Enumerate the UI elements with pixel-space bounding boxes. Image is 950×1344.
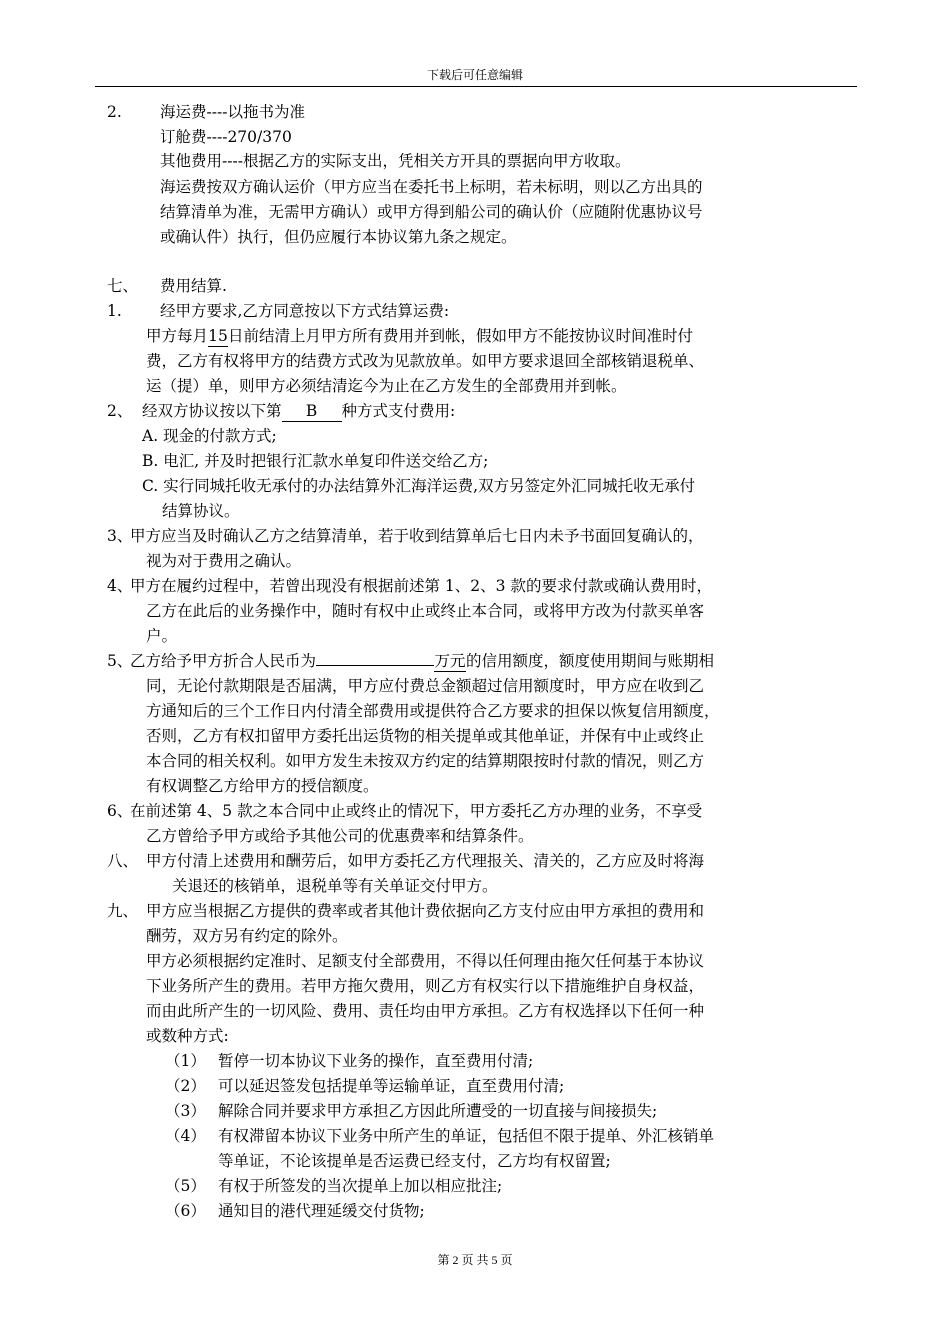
section-2-number: 2. (107, 103, 122, 121)
item-6-line: 在前述第 4、5 款之本合同中止或终止的情况下，甲方委托乙方办理的业务，不享受 (130, 802, 703, 820)
item-1-line: 运（提）单，则甲方必须结清迄今为止在乙方发生的全部费用并到帐。 (146, 377, 627, 395)
item-3-line: 视为对于费用之确认。 (146, 552, 302, 570)
item-5-line: 方通知后的三个工作日内付清全部费用或提供符合乙方要求的担保以恢复信用额度， (146, 702, 720, 720)
item-4-line: 户。 (146, 627, 178, 645)
measure-number: （5） (165, 1177, 206, 1195)
section-9-line: 甲方必须根据约定准时、足额支付全部费用，不得以任何理由拖欠任何基于本协议 (146, 952, 705, 970)
item-6-number: 6、 (107, 802, 133, 820)
item-3-line: 甲方应当及时确认乙方之结算清单，若于收到结算单后七日内未予书面回复确认的， (130, 527, 704, 545)
item-5-line: 同，无论付款期限是否届满，甲方应付费总金额超过信用额度时，甲方应在收到乙 (146, 677, 705, 695)
item-3-number: 3、 (107, 527, 133, 545)
measure-number: （6） (165, 1202, 206, 1220)
payment-option: 结算协议。 (162, 502, 240, 520)
section-7-number: 七、 (107, 277, 139, 295)
item-1-intro: 经甲方要求,乙方同意按以下方式结算运费: (160, 302, 450, 320)
header-divider (95, 86, 857, 87)
item-2-line (142, 400, 455, 422)
section-9-line: 或数种方式: (146, 1027, 229, 1045)
section-9-line: 而由此所产生的一切风险、费用、责任均由甲方承担。乙方有权选择以下任何一种 (146, 1002, 705, 1020)
section-2-line: 或确认件）执行，但仍应履行本协议第九条之规定。 (160, 228, 517, 246)
section-9-line: 下业务所产生的费用。若甲方拖欠费用，则乙方有权实行以下措施维护自身权益， (146, 977, 705, 995)
measure-number: （3） (165, 1102, 206, 1120)
item-2-post: 种方式支付费用: (341, 402, 456, 420)
section-9-line: 甲方应当根据乙方提供的费率或者其他计费依据向乙方支付应由甲方承担的费用和 (146, 902, 705, 920)
item-5-post: 的信用额度，额度使用期间与账期相 (466, 652, 715, 670)
measure-number: （2） (165, 1077, 206, 1095)
measure-text: 解除合同并要求甲方承担乙方因此所遭受的一切直接与间接损失; (218, 1102, 658, 1120)
item-5-pre: 乙方给予甲方折合人民币为 (130, 652, 317, 670)
item-4-line: 甲方在履约过程中，若曾出现没有根据前述第 1、2、3 款的要求付款或确认费用时， (130, 577, 712, 595)
item-1-number: 1. (107, 302, 122, 320)
measure-text: 可以延迟签发包括提单等运输单证，直至费用付清; (218, 1077, 565, 1095)
item-4-line: 乙方在此后的业务操作中，随时有权中止或终止本合同，或将甲方改为付款买单客 (146, 602, 705, 620)
section-2-line: 其他费用----根据乙方的实际支出，凭相关方开具的票据向甲方收取。 (160, 152, 631, 170)
payment-method-blank: B (282, 401, 342, 422)
measure-number: （4） (165, 1127, 206, 1145)
item-5-line: 本合同的相关权利。如甲方发生未按双方约定的结算期限按时付款的情况，则乙方 (146, 752, 705, 770)
settlement-day-blank: 15 (208, 327, 228, 345)
measure-text: 暂停一切本协议下业务的操作，直至费用付清; (218, 1052, 534, 1070)
section-8-number: 八、 (107, 852, 139, 870)
section-8-line: 关退还的核销单，退税单等有关单证交付甲方。 (172, 877, 498, 895)
page-footer: 第 2 页 共 5 页 (437, 1253, 513, 1267)
item-5-line: 否则，乙方有权扣留甲方委托出运货物的相关提单或其他单证，并保有中止或终止 (146, 727, 705, 745)
section-2-line: 结算清单为准，无需甲方确认）或甲方得到船公司的确认价（应随附优惠协议号 (160, 203, 703, 221)
item-5-number: 5、 (107, 652, 133, 670)
section-2-line: 订舱费----270/370 (160, 128, 292, 146)
payment-option: C. 实行同城托收无承付的办法结算外汇海洋运费,双方另签定外汇同城托收无承付 (142, 477, 696, 495)
measure-text: 有权滞留本协议下业务中所产生的单证，包括但不限于提单、外汇核销单 (218, 1127, 715, 1145)
item-2-number: 2、 (107, 402, 133, 420)
section-2-line: 海运费按双方确认运价（甲方应当在委托书上标明，若未标明，则以乙方出具的 (160, 178, 703, 196)
item-2-pre: 经双方协议按以下第 (142, 402, 282, 420)
item-1-line-pre: 甲方每月 (146, 327, 209, 345)
page-header: 下载后可任意编辑 (426, 68, 523, 82)
section-2-line: 海运费----以拖书为准 (160, 103, 305, 121)
item-1-line-post: 日前结清上月甲方所有费用并到帐，假如甲方不能按协议时间准时付 (228, 327, 694, 345)
item-5-line (130, 650, 714, 672)
measure-text: 通知目的港代理延缓交付货物; (218, 1202, 425, 1220)
credit-unit: 万元 (434, 652, 466, 670)
section-9-line: 酬劳，双方另有约定的除外。 (146, 927, 348, 945)
section-9-number: 九、 (107, 902, 139, 920)
payment-option: A. 现金的付款方式; (142, 427, 277, 445)
measure-text: 有权于所签发的当次提单上加以相应批注; (218, 1177, 503, 1195)
item-1-line (146, 325, 693, 347)
payment-option: B. 电汇, 并及时把银行汇款水单复印件送交给乙方; (142, 452, 489, 470)
item-5-line: 有权调整乙方给甲方的授信额度。 (146, 777, 379, 795)
measure-text: 等单证，不论该提单是否运费已经支付，乙方均有权留置; (218, 1152, 611, 1170)
section-8-line: 甲方付清上述费用和酬劳后，如甲方委托乙方代理报关、清关的，乙方应及时将海 (146, 852, 705, 870)
measure-number: （1） (165, 1052, 206, 1070)
item-4-number: 4、 (107, 577, 133, 595)
item-6-line: 乙方曾给予甲方或给予其他公司的优惠费率和结算条件。 (146, 827, 534, 845)
section-7-title: 费用结算. (160, 277, 227, 295)
item-1-line: 费，乙方有权将甲方的结费方式改为见款放单。如甲方要求退回全部核销退税单、 (146, 352, 705, 370)
credit-amount-blank (316, 665, 434, 666)
